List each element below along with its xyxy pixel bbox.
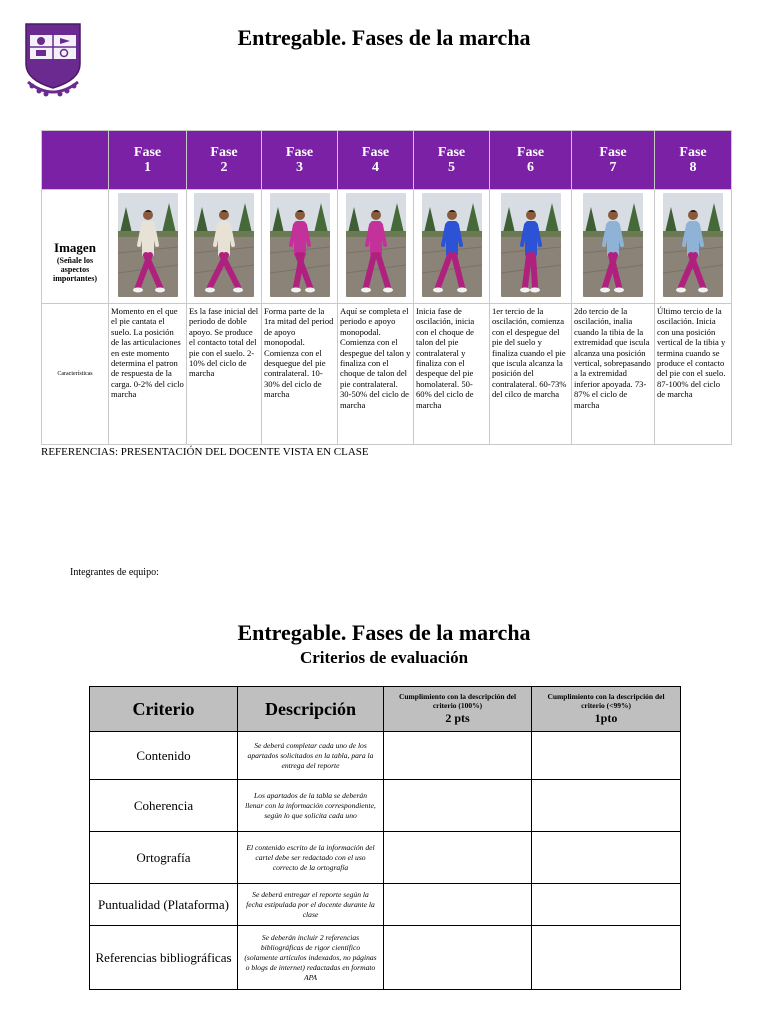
phase-description-6: 1er tercio de la oscilación, comienza con el despegue del pie del suelo y finaliza cuando el pie que iscula alcanza la posición del contralateral. 60-73% del cilco de marcha [492, 306, 567, 400]
phase-header-8: Fase 8 [655, 131, 732, 190]
image-row-label [42, 190, 109, 304]
partial-score-cell[interactable] [532, 780, 681, 832]
image-label: Imagen [54, 240, 96, 255]
gait-photo-5 [422, 193, 482, 297]
phase-description-8: Último tercio de la oscilación. Inicia con una posición vertical de la tibia y termina cuando se produce el contacto del pie con el suelo. 87-100% del ciclo de marcha [657, 306, 726, 400]
full-score-cell[interactable] [384, 884, 532, 926]
full-score-cell[interactable] [384, 832, 532, 884]
criterion-name: Coherencia [90, 780, 238, 832]
gait-photo-1 [118, 193, 178, 297]
header-corner-cell [42, 131, 109, 190]
criteria-row [90, 732, 681, 780]
criterion-name: Referencias bibliográficas [90, 926, 238, 990]
gait-photo-7 [583, 193, 643, 297]
evaluation-subtitle: Criterios de evaluación [299, 648, 469, 667]
phase-description-1: Momento en el que el pie cantata el suelo. La posición de las articulaciones en este momento determina el patron de respuesta de la carga. 0-2% del ciclo marcha [111, 306, 184, 400]
gait-photo-2 [194, 193, 254, 297]
phase-description-3: Forma parte de la 1ra mitad del period de apoyo monopodal. Comienza con el desquegue del pie contralateral. 10-30% del ciclo de marcha [264, 306, 334, 400]
phase-header-7: Fase 7 [572, 131, 655, 190]
phase-description-7: 2do tercio de la oscilación, inalia cuando la tibia de la extremidad que iscula alcanza una posición vertical, sobrepasando a la extremidad inferior apoyada. 73-87% el ciclo de marcha [574, 306, 651, 410]
references-note: REFERENCIAS: PRESENTACIÓN DEL DOCENTE VISTA EN CLASE [41, 446, 369, 458]
evaluation-criteria-table [89, 686, 681, 990]
phase-header-3: Fase 3 [262, 131, 338, 190]
criterion-name: Contenido [90, 732, 238, 780]
criteria-row [90, 780, 681, 832]
image-sublabel: (Señale los aspectos importantes) [53, 256, 97, 283]
full-compliance-points: 2 pts [445, 711, 470, 725]
partial-compliance-points: 1pto [594, 711, 618, 725]
partial-score-cell[interactable] [532, 884, 681, 926]
criterion-name: Ortografía [90, 832, 238, 884]
evaluation-title: Entregable. Fases de la marcha [237, 620, 531, 645]
criterion-header: Criterio [90, 687, 238, 732]
criterion-description: El contenido escrito de la información del cartel debe ser redactado con el uso correcto de la ortografía [238, 832, 384, 884]
description-header: Descripción [238, 687, 384, 732]
criterion-description: Se deberán incluir 2 referencias bibliográficas de rigor científico (solamente artículos indexados, no páginas o blogs de internet) redactadas en formato APA [238, 926, 384, 990]
gait-photo-4 [346, 193, 406, 297]
criteria-header-row [90, 687, 681, 732]
phase-header-2: Fase 2 [187, 131, 262, 190]
partial-score-cell[interactable] [532, 832, 681, 884]
partial-compliance-header: Cumplimiento con la descripción del criterio (<99%) 1pto [532, 687, 681, 732]
partial-score-cell[interactable] [532, 732, 681, 780]
phases-header-row [42, 131, 732, 190]
full-compliance-header: Cumplimiento con la descripción del criterio (100%) 2 pts [384, 687, 532, 732]
gait-photo-6 [501, 193, 561, 297]
criterion-description: Se deberá entregar el reporte según la fecha estipulada por el docente durante la clase [238, 884, 384, 926]
full-score-cell[interactable] [384, 780, 532, 832]
gait-photo-8 [663, 193, 723, 297]
criteria-row [90, 832, 681, 884]
criteria-row [90, 926, 681, 990]
phase-description-5: Inicia fase de oscilación, inicia con el choque de talon del pie contralateral y finaliza con el despeque del pie homolateral. 50-60% del ciclo de marcha [416, 306, 475, 410]
team-members-label: Integrantes de equipo: [70, 567, 159, 578]
phase-header-1: Fase 1 [109, 131, 187, 190]
criteria-row [90, 884, 681, 926]
partial-score-cell[interactable] [532, 926, 681, 990]
page-title: Entregable. Fases de la marcha [237, 25, 531, 50]
criterion-name: Puntualidad (Plataforma) [90, 884, 238, 926]
characteristics-label: Características [42, 304, 109, 445]
criterion-description: Los apartados de la tabla se deberán llenar con la información correspondiente, según lo que solicita cada uno [238, 780, 384, 832]
gait-photo-3 [270, 193, 330, 297]
phase-description-2: Es la fase inicial del periodo de doble apoyo. Se produce el contacto total del pie con el suelo. 2-10% del ciclo de marcha [189, 306, 259, 379]
image-row [42, 190, 732, 304]
phase-header-4: Fase 4 [338, 131, 414, 190]
phase-header-5: Fase 5 [414, 131, 490, 190]
full-score-cell[interactable] [384, 926, 532, 990]
full-score-cell[interactable] [384, 732, 532, 780]
gait-phases-table [41, 130, 732, 445]
criterion-description: Se deberá completar cada uno de los apartados solicitados en la tabla, para la entrega del reporte [238, 732, 384, 780]
characteristics-row [42, 304, 732, 445]
phase-header-6: Fase 6 [490, 131, 572, 190]
phase-description-4: Aquí se completa el periodo e apoyo monopodal. Comienza con el despegue del talon y finaliza con el choque de talon del pie contralateral. 30-50% del ciclo de marcha [340, 306, 411, 410]
